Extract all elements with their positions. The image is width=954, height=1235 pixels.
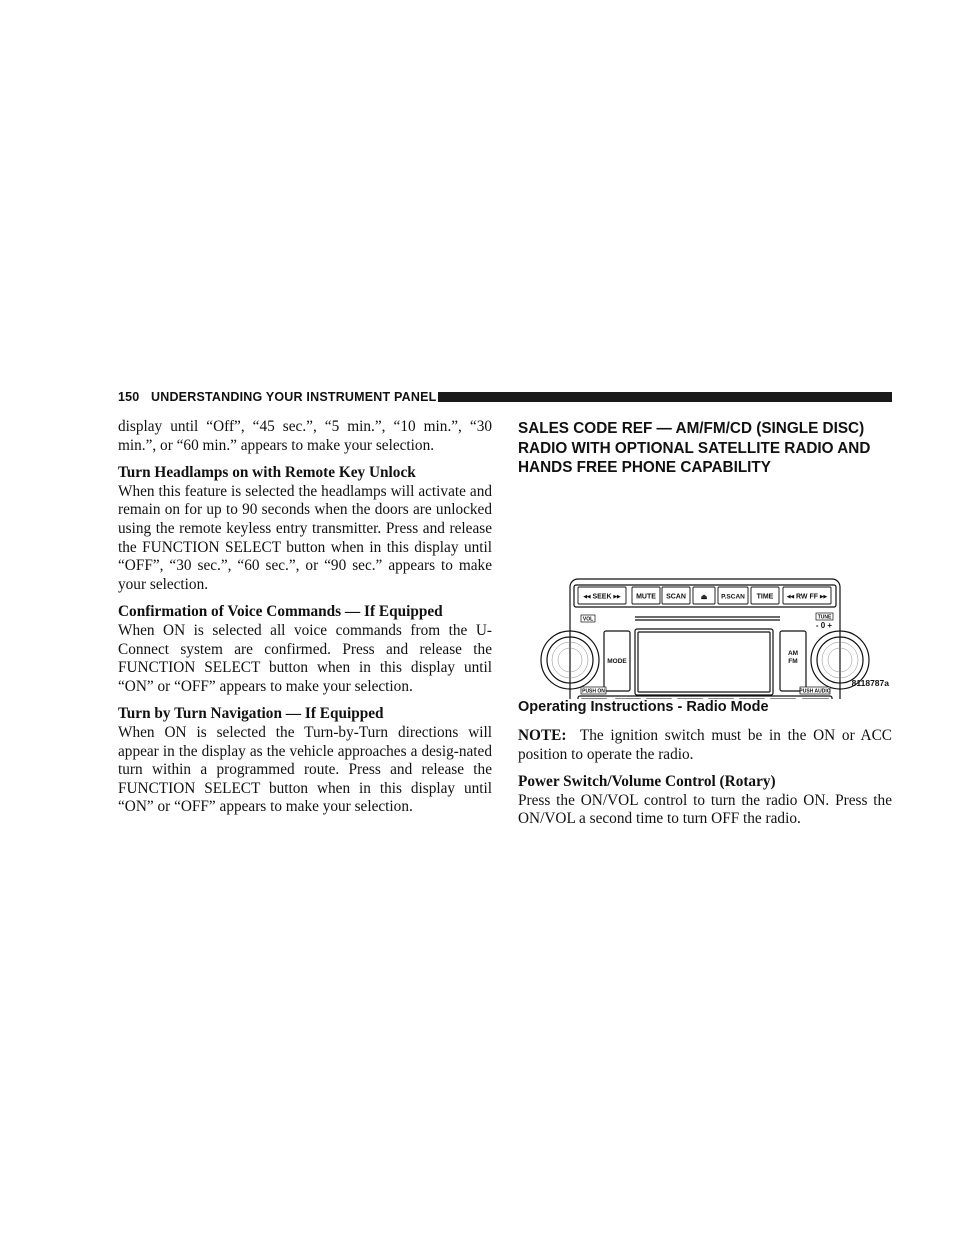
figure-code: 8118787a (851, 677, 889, 688)
pscan-label: P.SCAN (721, 593, 745, 600)
time-label: TIME (756, 593, 774, 600)
section-body-turn-navigation: When ON is selected the Turn-by-Turn directions will appear in the display as the vehicle approaches a desig-nated turn within a programmed route. Press and release the FUNCTION SELECT button when in this display until “ON” or “OFF” appears to make your selection. (118, 723, 492, 816)
right-column (518, 419, 892, 829)
section-body-voice-commands: When ON is selected all voice commands from the U-Connect system are confirmed. Press and release the FUNCTION SELECT button when in this display until “ON” or “OFF” appears to make your selection. (118, 621, 492, 695)
rwff-label: ◂◂ RW FF ▸▸ (787, 593, 827, 600)
intro-paragraph: display until “Off”, “45 sec.”, “5 min.”, “10 min.”, “30 min.”, or “60 min.” appears to make your selection. (118, 418, 492, 454)
tune-scale: - 0 + (815, 620, 833, 630)
running-title: UNDERSTANDING YOUR INSTRUMENT PANEL (151, 390, 437, 404)
section-body-headlamps: When this feature is selected the headlamps will activate and remain on for up to 90 seconds when the doors are unlocked using the remote keyless entry transmitter. Press and release the FUNCTION SELECT button when in this display until “OFF”, “30 sec.”, “60 sec.”, or “90 sec.” appears to make your selection. (118, 482, 492, 593)
display-inner (638, 632, 770, 692)
section-heading-headlamps: Turn Headlamps on with Remote Key Unlock (118, 464, 416, 482)
preset-panel (578, 696, 832, 699)
radio-faceplate-drawing (518, 499, 892, 699)
page-number: 150 (118, 390, 140, 404)
subheading-radio-mode: Operating Instructions - Radio Mode (518, 698, 769, 715)
mode-label: MODE (607, 657, 627, 665)
eject-icon: ⏏ (700, 593, 708, 601)
vol-label: VOL (582, 616, 594, 622)
display-window (635, 629, 773, 695)
push-on-label: PUSH ON (582, 688, 605, 694)
section-title-radio: SALES CODE REF — AM/FM/CD (SINGLE DISC) RADIO WITH OPTIONAL SATELLITE RADIO AND HANDS FREE PHONE CAPABILITY (518, 420, 871, 476)
section-heading-voice-commands: Confirmation of Voice Commands — If Equipped (118, 603, 443, 621)
seek-label: ◂◂ SEEK ▸▸ (583, 593, 621, 600)
am-label: AM (787, 649, 799, 657)
radio-illustration (518, 499, 892, 699)
left-column (118, 418, 492, 817)
push-audio-label: PUSH AUDIO (799, 688, 831, 694)
fm-label: FM (788, 657, 798, 665)
section-heading-turn-navigation: Turn by Turn Navigation — If Equipped (118, 705, 384, 723)
tune-label: TUNE (817, 614, 832, 620)
note-paragraph (518, 727, 892, 764)
note-label: NOTE: (518, 727, 567, 745)
power-heading: Power Switch/Volume Control (Rotary) (518, 773, 776, 791)
note-text: The ignition switch must be in the ON or ACC position to operate the radio. (518, 727, 893, 763)
scan-label: SCAN (666, 593, 686, 600)
mute-label: MUTE (636, 593, 656, 600)
power-body: Press the ON/VOL control to turn the radio ON. Press the ON/VOL a second time to turn OFF the radio. (518, 791, 892, 828)
header-rule (438, 392, 892, 402)
page-header (118, 388, 892, 404)
